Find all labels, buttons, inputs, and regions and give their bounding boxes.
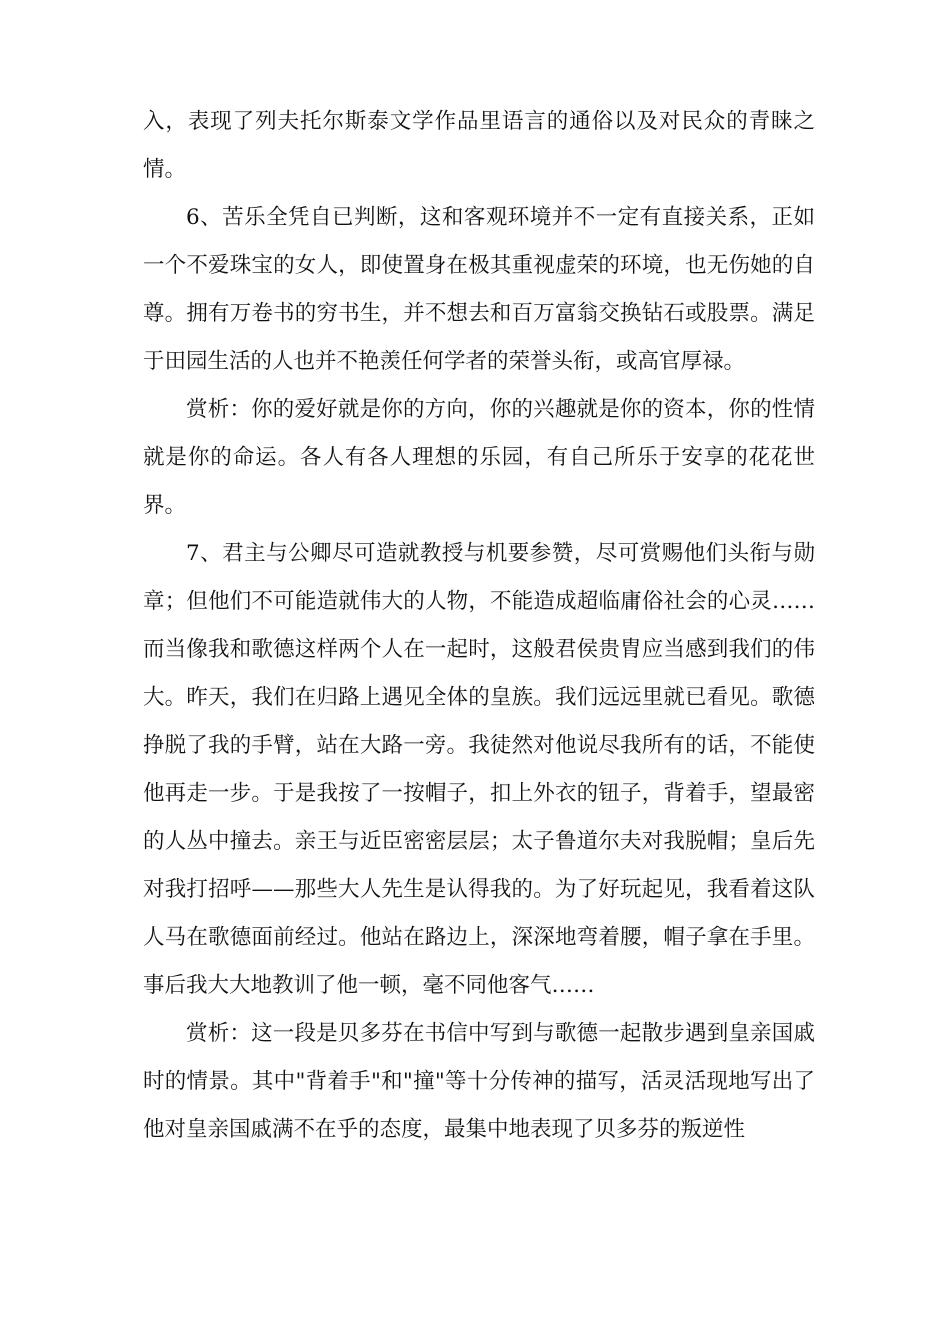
paragraph-analysis-6: 赏析：你的爱好就是你的方向，你的兴趣就是你的资本，你的性情就是你的命运。各人有各人理想的乐园，有自己所乐于安享的花花世界。 xyxy=(143,397,815,518)
paragraph-quote-6: 6、苦乐全凭自已判断，这和客观环境并不一定有直接关系，正如一个不爱珠宝的女人，即使置身在极其重视虚荣的环境，也无伤她的自尊。拥有万卷书的穷书生，并不想去和百万富翁交换钻石或股票。满足于田园生活的人也并不艳羡任何学者的荣誉头衔，或高官厚禄。 xyxy=(143,205,815,374)
paragraph-continuation: 入，表现了列夫托尔斯泰文学作品里语言的通俗以及对民众的青睐之情。 xyxy=(143,109,815,182)
paragraph-analysis-7: 赏析：这一段是贝多芬在书信中写到与歌德一起散步遇到皇亲国戚时的情景。其中"背着手"和"撞"等十分传神的描写，活灵活现地写出了他对皇亲国戚满不在乎的态度，最集中地表现了贝多芬的叛逆性 xyxy=(143,1021,815,1142)
document-body xyxy=(143,98,815,1154)
paragraph-quote-7: 7、君主与公卿尽可造就教授与机要参赞，尽可赏赐他们头衔与勋章；但他们不可能造就伟大的人物，不能造成超临庸俗社会的心灵……而当像我和歌德这样两个人在一起时，这般君侯贵胄应当感到我们的伟大。昨天，我们在归路上遇见全体的皇族。我们远远里就已看见。歌德挣脱了我的手臂，站在大路一旁。我徒然对他说尽我所有的话，不能使他再走一步。于是我按了一按帽子，扣上外衣的钮子，背着手，望最密的人丛中撞去。亲王与近臣密密层层；太子鲁道尔夫对我脱帽；皇后先对我打招呼——那些大人先生是认得我的。为了好玩起见，我看着这队人马在歌德面前经过。他站在路边上，深深地弯着腰，帽子拿在手里。事后我大大地教训了他一顿，毫不同他客气…… xyxy=(143,541,815,998)
